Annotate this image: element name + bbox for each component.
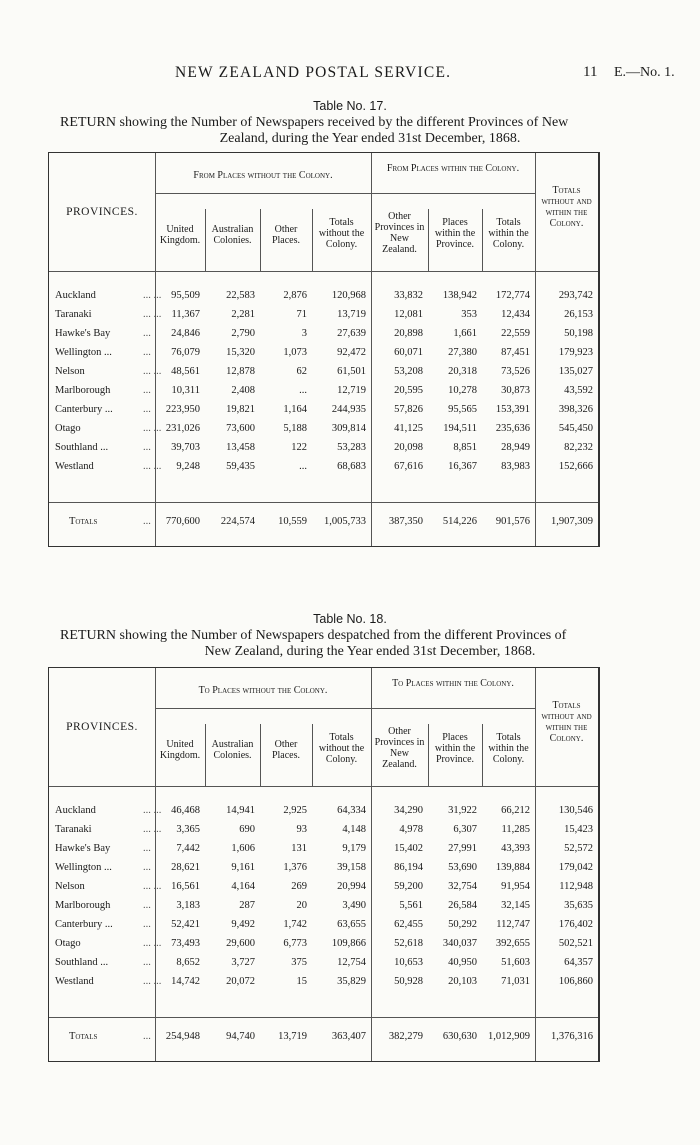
table-row [49,290,598,309]
cell-value: 287 [239,900,255,911]
column-header: Other Provinces in New Zealand. [374,726,425,770]
cell-value: 16,561 [171,881,200,892]
cell-value: 172,774 [495,290,530,301]
cell-value: 2,925 [283,805,307,816]
cell-value: 62,455 [394,919,423,930]
cell-value: 53,283 [337,442,366,453]
cell-value: 9,161 [231,862,255,873]
cell-value: 13,719 [337,309,366,320]
cell-value: 20,898 [394,328,423,339]
column-header: Australian Colonies. [211,739,254,761]
leader-dots: ... ... [143,805,162,816]
cell-value: 59,200 [394,881,423,892]
column-header: Other Provinces in New Zealand. [374,211,425,255]
total-value: 1,376,316 [551,1031,593,1042]
cell-value: 2,876 [283,290,307,301]
cell-value: 15,320 [226,347,255,358]
province-name: Marlborough [55,900,111,911]
header-rule [49,786,598,787]
cell-value: 60,071 [394,347,423,358]
totals-label: Totals [69,1031,98,1042]
table-row [49,976,598,995]
cell-value: 43,592 [564,385,593,396]
cell-value: 2,408 [231,385,255,396]
cell-value: 7,442 [176,843,200,854]
cell-value: 24,846 [171,328,200,339]
cell-value: 30,873 [501,385,530,396]
totals-row [49,516,598,535]
province-name: Nelson [55,881,85,892]
cell-value: 52,572 [564,843,593,854]
cell-value: 92,472 [337,347,366,358]
cell-value: 2,790 [231,328,255,339]
total-value: 1,005,733 [324,516,366,527]
province-name: Taranaki [55,824,92,835]
column-header: Totals without and within the Colony. [541,185,592,229]
cell-value: 26,153 [564,309,593,320]
cell-value: 48,561 [171,366,200,377]
table-row [49,423,598,442]
cell-value: 194,511 [443,423,477,434]
cell-value: 690 [239,824,255,835]
table-row [49,328,598,347]
cell-value: 20,595 [394,385,423,396]
province-name: Canterbury ... [55,919,113,930]
group-rule [155,193,371,194]
cell-value: 41,125 [394,423,423,434]
cell-value: 1,164 [283,404,307,415]
cell-value: 20,072 [226,976,255,987]
cell-value: 3,727 [231,957,255,968]
header-rule [49,271,598,272]
cell-value: 50,292 [448,919,477,930]
cell-value: 398,326 [558,404,593,415]
leader-dots: ... ... [143,881,162,892]
cell-value: 152,666 [558,461,593,472]
province-name: Wellington ... [55,347,112,358]
province-name: Otago [55,423,81,434]
group-rule [371,193,535,194]
table-row [49,347,598,366]
table-17-caption [0,99,700,147]
province-name: Southland ... [55,957,109,968]
cell-value: 122 [291,442,307,453]
cell-value: 33,832 [394,290,423,301]
group-rule [371,708,535,709]
cell-value: 95,565 [448,404,477,415]
cell-value: 309,814 [331,423,366,434]
leader-dots: ... [143,843,151,854]
cell-value: 392,655 [495,938,530,949]
cell-value: 4,978 [399,824,423,835]
cell-value: 61,501 [337,366,366,377]
province-name: Southland ... [55,442,109,453]
cell-value: 139,884 [495,862,530,873]
cell-value: 12,754 [337,957,366,968]
page-number: 11 [583,64,598,80]
cell-value: 4,164 [231,881,255,892]
group-header-within: To Places within the Colony. [392,678,514,689]
cell-value: 64,334 [337,805,366,816]
province-name: Auckland [55,805,96,816]
provinces-header: PROVINCES. [66,721,138,733]
cell-value: 82,232 [564,442,593,453]
cell-value: 10,311 [171,385,200,396]
cell-value: 51,603 [501,957,530,968]
cell-value: 19,821 [226,404,255,415]
column-header: Totals within the Colony. [488,732,529,765]
leader-dots: ... ... [143,461,162,472]
column-header: Places within the Province. [434,732,476,765]
province-name: Auckland [55,290,96,301]
total-value: 254,948 [165,1031,200,1042]
cell-value: 6,773 [283,938,307,949]
cell-value: 53,208 [394,366,423,377]
cell-value: 73,526 [501,366,530,377]
total-value: 224,574 [220,516,255,527]
cell-value: 15,402 [394,843,423,854]
cell-value: 14,941 [226,805,255,816]
cell-value: 9,248 [176,461,200,472]
cell-value: 12,434 [501,309,530,320]
cell-value: 87,451 [501,347,530,358]
leader-dots: ... [143,900,151,911]
return-line-2: Zealand, during the Year ended 31st December, 1868. [219,131,521,146]
leader-dots: ... ... [143,309,162,320]
cell-value: 106,860 [558,976,593,987]
column-header: Totals without and within the Colony. [541,700,592,744]
column-header: Other Places. [271,739,301,761]
cell-value: 120,968 [331,290,366,301]
cell-value: 27,380 [448,347,477,358]
table-row [49,881,598,900]
cell-value: 35,829 [337,976,366,987]
table-row [49,919,598,938]
cell-value: 15 [296,976,307,987]
return-line-1: RETURN showing the Number of Newspapers despatched from the different Provinces of [60,628,567,643]
cell-value: 26,584 [448,900,477,911]
column-header: United Kingdom. [159,739,201,761]
cell-value: 3,183 [176,900,200,911]
return-description [60,115,660,147]
table-row [49,843,598,862]
column-header: Places within the Province. [434,217,476,250]
column-header: Totals without the Colony. [318,732,365,765]
cell-value: ... [299,461,307,472]
page-header [0,64,700,86]
cell-value: 40,950 [448,957,477,968]
cell-value: 52,618 [394,938,423,949]
cell-value: 39,703 [171,442,200,453]
cell-value: 68,683 [337,461,366,472]
table-row [49,442,598,461]
cell-value: 1,606 [231,843,255,854]
cell-value: 20,994 [337,881,366,892]
newspapers-despatched-table [48,667,600,1062]
cell-value: 112,747 [496,919,530,930]
cell-value: 10,278 [448,385,477,396]
cell-value: 11,285 [501,824,530,835]
leader-dots: ... [143,919,151,930]
table-row [49,957,598,976]
column-header: Totals without the Colony. [318,217,365,250]
cell-value: 11,367 [171,309,200,320]
return-line-2: New Zealand, during the Year ended 31st December, 1868. [204,644,536,659]
leader-dots: ... [143,347,151,358]
province-name: Canterbury ... [55,404,113,415]
cell-value: 3,490 [342,900,366,911]
return-line-1: RETURN showing the Number of Newspapers received by the different Provinces of New [60,115,569,130]
cell-value: 5,561 [399,900,423,911]
return-description [60,628,660,660]
cell-value: 15,423 [564,824,593,835]
leader-dots: ... [143,957,151,968]
leader-dots: ... [143,516,151,527]
column-header: Australian Colonies. [211,224,254,246]
cell-value: 62 [296,366,307,377]
cell-value: 34,290 [394,805,423,816]
table-row [49,309,598,328]
cell-value: 22,559 [501,328,530,339]
cell-value: 76,079 [171,347,200,358]
cell-value: 179,042 [558,862,593,873]
leader-dots: ... ... [143,290,162,301]
cell-value: 32,145 [501,900,530,911]
cell-value: 293,742 [558,290,593,301]
total-value: 514,226 [442,516,477,527]
cell-value: 28,621 [171,862,200,873]
leader-dots: ... [143,862,151,873]
cell-value: 50,928 [394,976,423,987]
leader-dots: ... [143,385,151,396]
table-row [49,461,598,480]
table-row [49,824,598,843]
cell-value: 1,073 [283,347,307,358]
cell-value: 9,492 [231,919,255,930]
cell-value: 53,690 [448,862,477,873]
cell-value: 86,194 [394,862,423,873]
table-row [49,385,598,404]
province-name: Marlborough [55,385,111,396]
total-value: 1,012,909 [488,1031,530,1042]
leader-dots: ... ... [143,976,162,987]
cell-value: 27,991 [448,843,477,854]
leader-dots: ... ... [143,423,162,434]
cell-value: 64,357 [564,957,593,968]
total-value: 363,407 [331,1031,366,1042]
newspapers-received-table [48,152,600,547]
total-value: 387,350 [388,516,423,527]
cell-value: 9,179 [342,843,366,854]
table-row [49,366,598,385]
cell-value: 39,158 [337,862,366,873]
cell-value: 130,546 [558,805,593,816]
table-row [49,862,598,881]
cell-value: 353 [461,309,477,320]
cell-value: 6,307 [453,824,477,835]
cell-value: 10,653 [394,957,423,968]
total-value: 630,630 [442,1031,477,1042]
column-header: Other Places. [271,224,301,246]
cell-value: 13,458 [226,442,255,453]
province-name: Nelson [55,366,85,377]
provinces-header: PROVINCES. [66,206,138,218]
cell-value: 244,935 [331,404,366,415]
province-name: Otago [55,938,81,949]
cell-value: 109,866 [331,938,366,949]
cell-value: 83,983 [501,461,530,472]
cell-value: 235,636 [495,423,530,434]
table-row [49,938,598,957]
cell-value: 93 [296,824,307,835]
cell-value: 3,365 [176,824,200,835]
cell-value: 12,081 [394,309,423,320]
cell-value: 545,450 [558,423,593,434]
cell-value: 50,198 [564,328,593,339]
cell-value: 73,493 [171,938,200,949]
cell-value: 179,923 [558,347,593,358]
total-value: 382,279 [388,1031,423,1042]
cell-value: 138,942 [442,290,477,301]
total-value: 770,600 [165,516,200,527]
table-row [49,805,598,824]
leader-dots: ... ... [143,938,162,949]
province-name: Hawke's Bay [55,843,111,854]
cell-value: 22,583 [226,290,255,301]
leader-dots: ... ... [143,366,162,377]
total-value: 901,576 [495,516,530,527]
cell-value: 12,719 [337,385,366,396]
cell-value: 4,148 [342,824,366,835]
totals-rule [49,502,598,503]
cell-value: 8,652 [176,957,200,968]
province-name: Westland [55,976,94,987]
group-header-within: From Places within the Colony. [386,163,520,174]
cell-value: 12,878 [226,366,255,377]
cell-value: 3 [301,328,307,339]
cell-value: 112,948 [559,881,593,892]
leader-dots: ... [143,328,151,339]
cell-value: 59,435 [226,461,255,472]
total-value: 10,559 [278,516,307,527]
column-header: United Kingdom. [159,224,201,246]
total-value: 13,719 [278,1031,307,1042]
cell-value: 340,037 [442,938,477,949]
cell-value: 2,281 [231,309,255,320]
cell-value: 176,402 [558,919,593,930]
province-name: Hawke's Bay [55,328,111,339]
cell-value: 502,521 [558,938,593,949]
table-row [49,900,598,919]
cell-value: 153,391 [495,404,530,415]
leader-dots: ... [143,442,151,453]
cell-value: 223,950 [165,404,200,415]
cell-value: 71,031 [501,976,530,987]
cell-value: 91,954 [501,881,530,892]
cell-value: 20,103 [448,976,477,987]
province-name: Taranaki [55,309,92,320]
cell-value: 269 [291,881,307,892]
cell-value: 5,188 [283,423,307,434]
table-18-caption [0,612,700,660]
cell-value: 1,376 [283,862,307,873]
cell-value: 57,826 [394,404,423,415]
cell-value: 46,468 [171,805,200,816]
cell-value: 67,616 [394,461,423,472]
cell-value: 14,742 [171,976,200,987]
cell-value: 29,600 [226,938,255,949]
group-header-without: To Places without the Colony. [198,685,328,696]
leader-dots: ... [143,404,151,415]
column-header: Totals within the Colony. [488,217,529,250]
totals-rule [49,1017,598,1018]
cell-value: 135,027 [558,366,593,377]
cell-value: 16,367 [448,461,477,472]
cell-value: 1,661 [453,328,477,339]
cell-value: 20 [296,900,307,911]
totals-row [49,1031,598,1050]
cell-value: ... [299,385,307,396]
cell-value: 66,212 [501,805,530,816]
cell-value: 32,754 [448,881,477,892]
totals-label: Totals [69,516,98,527]
cell-value: 52,421 [171,919,200,930]
cell-value: 8,851 [453,442,477,453]
table-number: Table No. 18. [313,612,387,626]
cell-value: 73,600 [226,423,255,434]
cell-value: 71 [296,309,307,320]
cell-value: 27,639 [337,328,366,339]
total-value: 1,907,309 [551,516,593,527]
cell-value: 28,949 [501,442,530,453]
group-rule [155,708,371,709]
cell-value: 375 [291,957,307,968]
cell-value: 231,026 [165,423,200,434]
cell-value: 43,393 [501,843,530,854]
group-header-without: From Places without the Colony. [193,170,333,181]
leader-dots: ... [143,1031,151,1042]
document-reference: E.—No. 1. [614,65,675,80]
cell-value: 131 [291,843,307,854]
cell-value: 31,922 [448,805,477,816]
total-value: 94,740 [226,1031,255,1042]
cell-value: 95,509 [171,290,200,301]
report-title: NEW ZEALAND POSTAL SERVICE. [175,64,452,81]
cell-value: 35,635 [564,900,593,911]
table-row [49,404,598,423]
cell-value: 63,655 [337,919,366,930]
table-number: Table No. 17. [313,99,387,113]
province-name: Westland [55,461,94,472]
cell-value: 1,742 [283,919,307,930]
leader-dots: ... ... [143,824,162,835]
province-name: Wellington ... [55,862,112,873]
cell-value: 20,098 [394,442,423,453]
cell-value: 20,318 [448,366,477,377]
